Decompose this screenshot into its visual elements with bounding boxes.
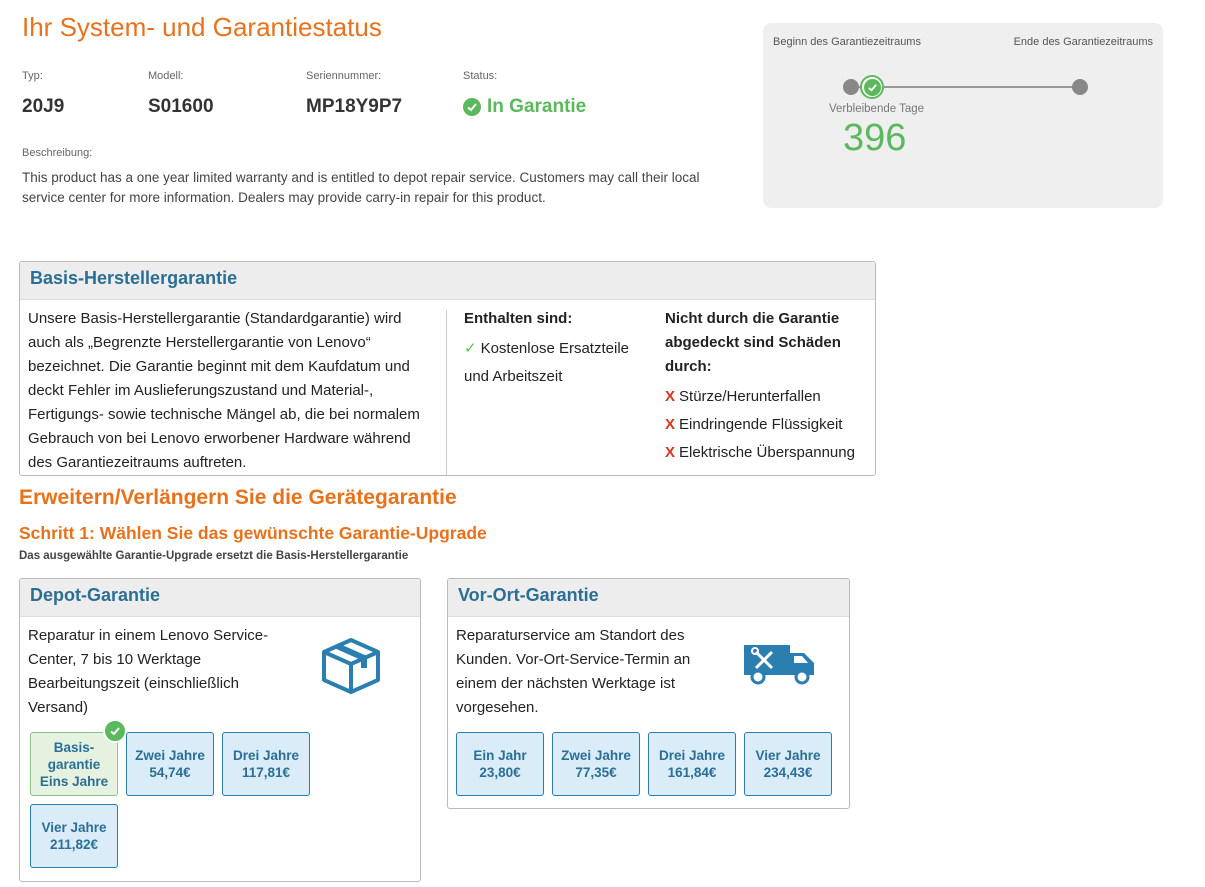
option-price: 77,35€	[575, 765, 617, 780]
included-heading: Enthalten sind:	[464, 310, 573, 327]
serial-value: MP18Y9P7	[306, 96, 403, 117]
option-label: Drei Jahre	[658, 748, 726, 763]
description-label: Beschreibung:	[22, 147, 93, 159]
spec-typ	[22, 70, 64, 118]
depot-warranty-title: Depot-Garantie	[20, 579, 420, 617]
selected-check-icon	[103, 719, 127, 743]
typ-value: 20J9	[22, 96, 65, 117]
depot-option-4-years[interactable]	[30, 804, 118, 868]
status-text: In Garantie	[487, 96, 587, 117]
basis-warranty-title: Basis-Herstellergarantie	[20, 262, 875, 300]
serial-label: Seriennummer:	[306, 70, 382, 82]
option-label: Vier Jahre	[755, 748, 821, 763]
depot-warranty-text: Reparatur in einem Lenovo Service-Center, 7 bis 10 Werktage Bearbeitungszeit (einschließlich Versand)	[28, 627, 269, 716]
excluded-item-text: Eindringende Flüssigkeit	[679, 416, 843, 433]
option-label: Vier Jahre	[41, 820, 107, 835]
option-price: 117,81€	[241, 765, 291, 780]
typ-label: Typ:	[22, 70, 43, 82]
onsite-option-4-years[interactable]	[744, 732, 832, 796]
step-1-note: Das ausgewählte Garantie-Upgrade ersetzt die Basis-Herstellergarantie	[19, 550, 409, 562]
excluded-item	[665, 411, 875, 439]
timeline-end-label: Ende des Garantiezeitraums	[1013, 36, 1153, 48]
included-section	[464, 307, 654, 391]
option-price: 54,74€	[149, 765, 191, 780]
remaining-days-value: 396	[843, 117, 907, 159]
timeline-start-label: Beginn des Garantiezeitraums	[773, 36, 921, 48]
option-label: garantie	[47, 756, 101, 772]
option-price: 234,43€	[763, 765, 813, 780]
warranty-timeline-card	[763, 23, 1163, 208]
extend-warranty-title: Erweitern/Verlängern Sie die Gerätegarantie	[19, 486, 457, 509]
option-label: Zwei Jahre	[561, 748, 631, 763]
excluded-section	[665, 307, 875, 467]
option-price: 211,82€	[49, 837, 99, 852]
excluded-item	[665, 439, 875, 467]
x-mark-icon: X	[665, 444, 676, 461]
onsite-warranty-card	[447, 578, 850, 809]
depot-option-basis[interactable]	[30, 732, 118, 796]
x-mark-icon: X	[665, 388, 676, 405]
basis-warranty-box	[19, 261, 876, 476]
option-label: Basis-	[53, 739, 95, 755]
spec-serial	[306, 70, 402, 118]
onsite-option-1-year[interactable]	[456, 732, 544, 796]
divider	[446, 310, 447, 475]
checkmark-icon: ✓	[464, 340, 477, 357]
description-text: This product has a one year limited warranty and is entitled to depot repair service. Customers may call their local service center for more information. Dealers may provide carry-in repair for this product.	[22, 170, 700, 205]
onsite-warranty-title: Vor-Ort-Garantie	[448, 579, 849, 617]
step-1-title: Schritt 1: Wählen Sie das gewünschte Garantie-Upgrade	[19, 523, 487, 543]
page-title: Ihr System- und Garantiestatus	[22, 12, 382, 42]
option-label: Eins Jahre	[39, 773, 109, 789]
timeline-line	[851, 86, 1081, 88]
spec-status	[463, 70, 586, 118]
onsite-option-2-years[interactable]	[552, 732, 640, 796]
status-value	[463, 96, 586, 118]
option-label: Drei Jahre	[232, 748, 300, 763]
excluded-item	[665, 383, 875, 411]
basis-warranty-text: Unsere Basis-Herstellergarantie (Standardgarantie) wird auch als „Begrenzte Herstellergarantie von Lenovo“ bezeichnet. Die Garantie beginnt mit dem Kaufdatum und deckt Fehler im Auslieferungszustand und Material-, Fertigungs- sowie technische Mängel ab, die bei normalem Gebrauch von bei Lenovo erworbener Hardware während des Garantiezeitraums auftreten.	[28, 310, 420, 471]
option-label: Zwei Jahre	[135, 748, 205, 763]
option-price: 23,80€	[479, 765, 521, 780]
excluded-heading: Nicht durch die Garantie abgedeckt sind Schäden durch:	[665, 310, 841, 375]
status-label: Status:	[463, 70, 498, 82]
modell-label: Modell:	[148, 70, 184, 82]
remaining-days-label: Verbleibende Tage	[829, 103, 925, 115]
included-item	[464, 335, 654, 391]
box-icon	[320, 637, 382, 700]
modell-value: S01600	[148, 96, 214, 117]
onsite-warranty-text: Reparaturservice am Standort des Kunden. Vor-Ort-Service-Termin an einem der nächsten Werktage ist vorgesehen.	[456, 627, 691, 716]
timeline-end-dot	[1072, 79, 1088, 95]
included-item-text: Kostenlose Ersatzteile und Arbeitszeit	[464, 340, 629, 385]
depot-option-3-years[interactable]	[222, 732, 310, 796]
excluded-item-text: Elektrische Überspannung	[679, 444, 855, 461]
timeline-current-check-icon	[860, 75, 884, 99]
timeline-start-dot	[843, 79, 859, 95]
x-mark-icon: X	[665, 416, 676, 433]
check-circle-icon	[463, 98, 481, 116]
onsite-option-3-years[interactable]	[648, 732, 736, 796]
option-label: Ein Jahr	[473, 748, 527, 763]
depot-option-2-years[interactable]	[126, 732, 214, 796]
option-price: 161,84€	[667, 765, 717, 780]
depot-warranty-card	[19, 578, 421, 882]
spec-modell	[148, 70, 214, 118]
service-van-icon	[742, 643, 816, 690]
excluded-item-text: Stürze/Herunterfallen	[679, 388, 821, 405]
